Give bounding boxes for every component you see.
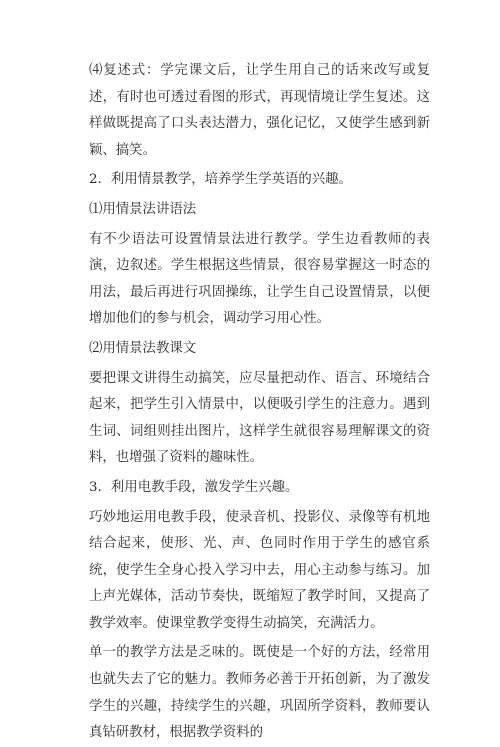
paragraph-multimedia: 巧妙地运用电教手段，使录音机、投影仪、录像等有机地结合起来，使形、光、声、色同时作用于学生的感官系统，使学生全身心投入学习中去，用心主动参与练习。加上声光媒体，活动节奏快，既缩短了教学时间，又提高了教学效率。使课堂教学变得生动搞笑，充满活力。 <box>89 509 430 631</box>
paragraph-grammar: 有不少语法可设置情景法进行教学。学生边看教师的表演，边叙述。学生根据这些情景，很容易掌握这一时态的用法，最后再进行巩固操练，让学生自己设置情景，以便增加他们的参与机会，调动学习用心性。 <box>89 231 430 327</box>
paragraph-retelling: ⑷复述式：学完课文后，让学生用自己的话来改写或复述，有时也可透过看图的形式，再现情境让学生复述。这样做既提高了口头表达潜力，强化记忆，又使学生感到新颖、搞笑。 <box>89 63 430 158</box>
heading-situational-teaching: 2．利用情景教学，培养学生学英语的兴趣。 <box>89 172 352 188</box>
paragraph-text-lesson: 要把课文讲得生动搞笑，应尽量把动作、语言、环境结合起来，把学生引入情景中，以便吸引学生的注意力。遇到生词、词组则挂出图片，这样学生就很容易理解课文的资料，也增强了资料的趣味性。 <box>89 370 430 466</box>
heading-multimedia: 3．利用电教手段，激发学生兴趣。 <box>89 479 299 495</box>
paragraph-single-method: 单一的教学方法是乏味的。既使是一个好的方法，经常用也就失去了它的魅力。教师务必善于开拓创新，为了激发学生的兴趣，持续学生的兴趣，巩固所学资料，教师要认真钻研教材，根据教学资料的 <box>89 645 430 741</box>
subheading-grammar: ⑴用情景法讲语法 <box>89 201 197 217</box>
subheading-text-lesson: ⑵用情景法教课文 <box>89 340 197 356</box>
